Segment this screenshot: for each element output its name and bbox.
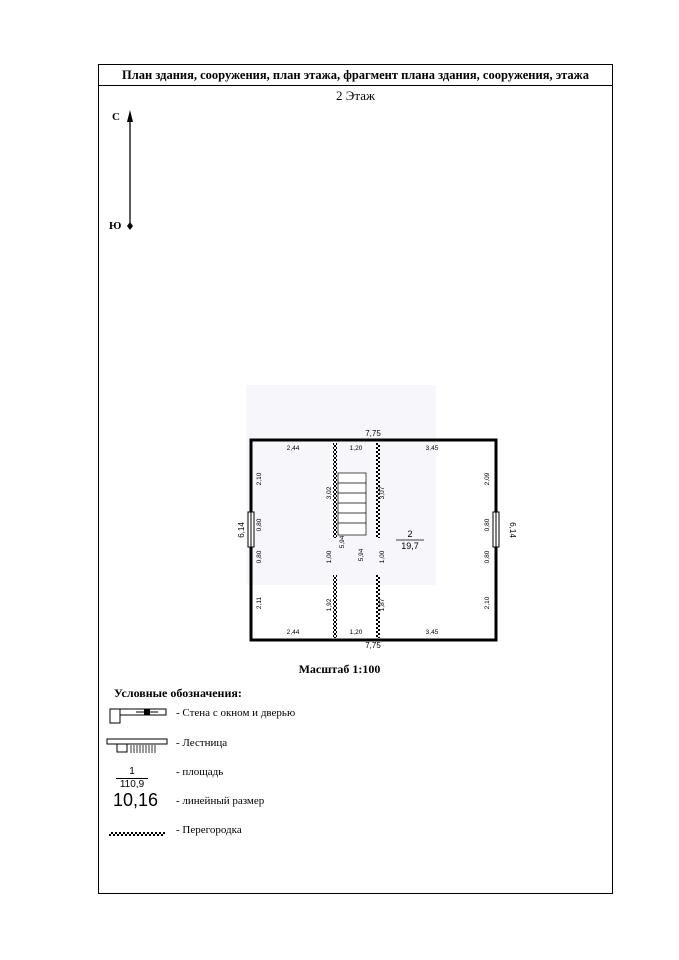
legend-wall-text: - Стена с окном и дверью (176, 707, 296, 719)
room-number: 2 (407, 529, 413, 539)
legend-area-sample (110, 766, 154, 791)
dim-overall-left: 6,14 (237, 522, 246, 538)
dim-stair-right-bottom: 1,87 (379, 598, 386, 612)
partition-left-top (333, 443, 337, 538)
legend-stairs-text: - Лестница (176, 737, 228, 749)
dim-overall-bottom: 7,75 (365, 641, 381, 650)
legend-partition-text: - Перегородка (176, 824, 242, 836)
dim-bottom-1: 2,44 (286, 629, 300, 636)
dim-left-2: 0,80 (256, 518, 263, 532)
dim-bottom-2: 1,20 (349, 629, 363, 636)
dim-stair-right-top: 3,07 (379, 486, 386, 500)
compass-north-label: С (112, 111, 120, 123)
dim-top-1: 2,44 (286, 445, 300, 452)
legend-stairs-icon (105, 736, 169, 756)
dim-center-right: 1,00 (379, 550, 386, 564)
legend-area-text: - площадь (176, 766, 224, 778)
dim-left-4: 2,11 (256, 596, 263, 610)
dim-overall-top: 7,75 (365, 429, 381, 438)
legend-area-sample-num: 1 (129, 766, 135, 777)
dim-left-1: 2,10 (256, 472, 263, 486)
legend-partition-icon (109, 830, 165, 838)
dim-bottom-3: 3,45 (425, 629, 439, 636)
dim-center-left: 1,00 (326, 550, 333, 564)
floor-label: 2 Этаж (336, 88, 375, 103)
dim-center-b: 5,94 (358, 548, 365, 562)
dim-top-3: 3,45 (425, 445, 439, 452)
legend-linear-sample: 10,16 (113, 790, 159, 810)
floor-plan (230, 385, 520, 655)
dim-stair-left-top: 3,02 (326, 486, 333, 500)
legend-title: Условные обозначения: (114, 686, 242, 700)
stairs (338, 473, 366, 535)
dim-right-4: 2,10 (484, 596, 491, 610)
dim-stair-left-bottom: 1,92 (326, 598, 333, 612)
dim-right-1: 2,09 (484, 472, 491, 486)
dim-top-2: 1,20 (349, 445, 363, 452)
compass-south-label: Ю (109, 220, 122, 232)
dim-center-a: 5,94 (339, 535, 346, 549)
dim-left-3: 0,80 (256, 550, 263, 564)
dim-overall-right: 6,14 (508, 522, 517, 538)
scale-label: Масштаб 1:100 (298, 662, 381, 676)
room-area: 19,7 (401, 541, 419, 551)
dim-right-2: 0,80 (484, 518, 491, 532)
dim-right-3: 0,80 (484, 550, 491, 564)
legend-area-sample-val: 110,9 (119, 779, 145, 790)
legend-linear-text: - линейный размер (176, 795, 265, 807)
compass-arrow-icon (120, 108, 140, 234)
partition-left-bottom (333, 575, 337, 638)
sheet-title: План здания, сооружения, план этажа, фрагмент плана здания, сооружения, этажа (99, 65, 612, 86)
legend-wall-icon (108, 705, 168, 725)
